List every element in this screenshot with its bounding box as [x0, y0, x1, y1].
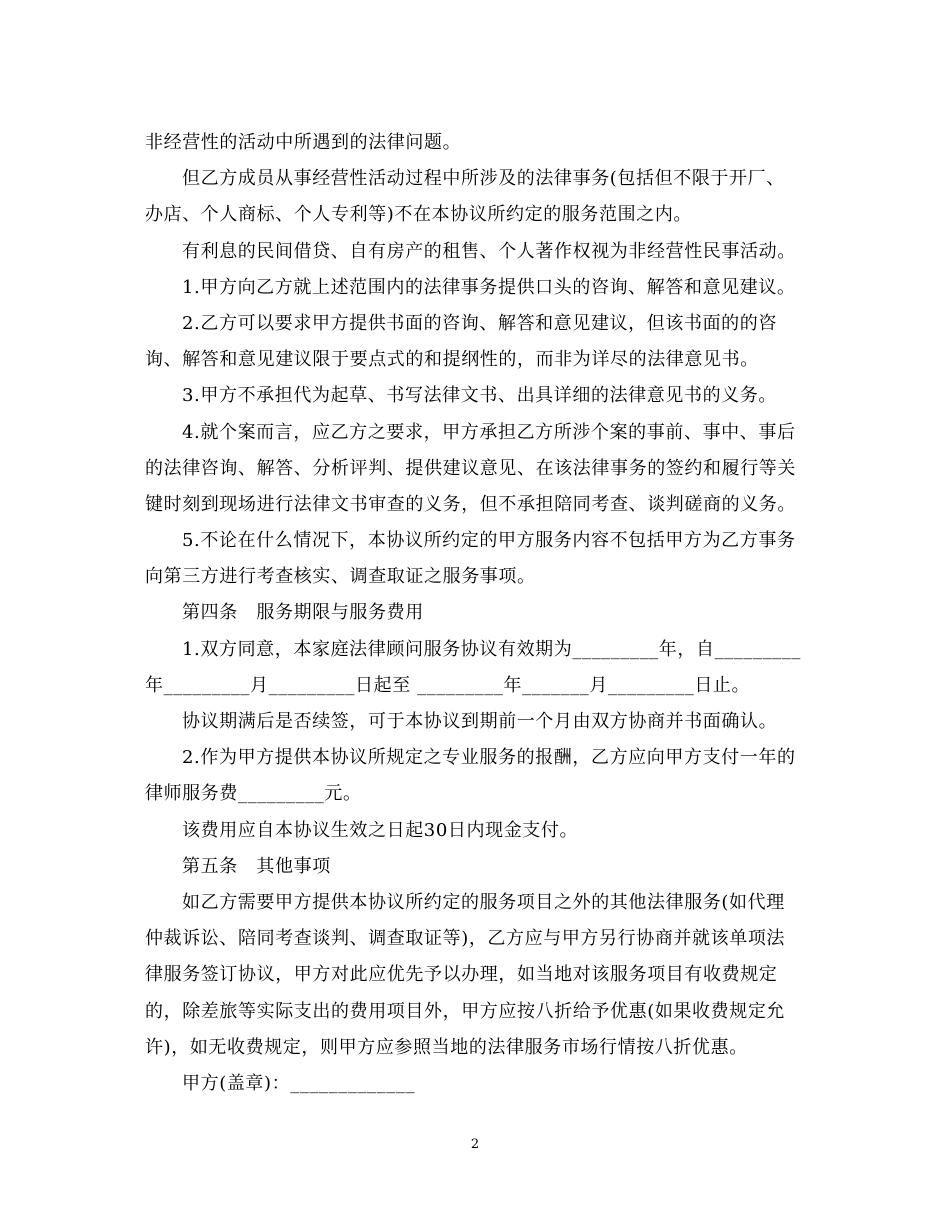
text-line: 该费用应自本协议生效之日起30日内现金支付。	[182, 819, 579, 841]
page-number: 2	[470, 1137, 480, 1152]
text-line: 有利息的民间借贷、自有房产的租售、个人著作权视为非经营性民事活动。	[182, 240, 796, 262]
text-line: 的法律咨询、解答、分析评判、提供建议意见、在该法律事务的签约和履行等关	[145, 457, 796, 479]
text-line: 非经营性的活动中所遇到的法律问题。	[145, 132, 462, 153]
text-line: 键时刻到现场进行法律文书审查的义务，但不承担陪同考查、谈判磋商的义务。	[145, 493, 796, 515]
text-line: 1.双方同意，本家庭法律顾问服务协议有效期为_________年，自_________	[182, 638, 801, 660]
document-body	[145, 125, 805, 1102]
text-line: 2.作为甲方提供本协议所规定之专业服务的报酬，乙方应向甲方支付一年的	[182, 747, 796, 769]
text-line: 5.不论在什么情况下，本协议所约定的甲方服务内容不包括甲方为乙方事务	[182, 530, 796, 552]
text-line: 询、解答和意见建议限于要点式的和提纲性的，而非为详尽的法律意见书。	[145, 349, 759, 371]
text-line: 协议期满后是否续签，可于本协议到期前一个月由双方协商并书面确认。	[182, 711, 778, 732]
text-line: 年_________月_________日起至 _________年_______月_________日止。	[145, 674, 751, 696]
text-line: 办店、个人商标、个人专利等)不在本协议所约定的服务范围之内。	[145, 204, 693, 226]
text-line: 第四条 服务期限与服务费用	[182, 602, 424, 624]
text-line: 的，除差旅等实际支出的费用项目外，甲方应按八折给予优惠(如果收费规定允	[145, 1000, 786, 1022]
text-line: 许)，如无收费规定，则甲方应参照当地的法律服务市场行情按八折优惠。	[145, 1036, 748, 1058]
text-line: 2.乙方可以要求甲方提供书面的咨询、解答和意见建议，但该书面的的咨	[182, 312, 777, 334]
text-line: 1.甲方向乙方就上述范围内的法律事务提供口头的咨询、解答和意见建议。	[182, 276, 796, 298]
text-line: 甲方(盖章)：_____________	[182, 1072, 416, 1094]
text-line: 律师服务费_________元。	[145, 783, 362, 805]
text-line: 仲裁诉讼、陪同考查谈判、调查取证等)，乙方应与甲方另行协商并就该单项法	[145, 928, 786, 950]
text-line: 律服务签订协议，甲方对此应优先予以办理，如当地对该服务项目有收费规定	[145, 964, 778, 986]
text-line: 4.就个案而言，应乙方之要求，甲方承担乙方所涉个案的事前、事中、事后	[182, 421, 796, 443]
text-line: 向第三方进行考查核实、调查取证之服务事项。	[145, 566, 536, 588]
text-line: 第五条 其他事项	[182, 855, 331, 877]
text-line: 但乙方成员从事经营性活动过程中所涉及的法律事务(包括但不限于开厂、	[182, 168, 785, 190]
text-line: 如乙方需要甲方提供本协议所约定的服务项目之外的其他法律服务(如代理	[182, 891, 785, 913]
text-line: 3.甲方不承担代为起草、书写法律文书、出具详细的法律意见书的义务。	[182, 385, 777, 407]
